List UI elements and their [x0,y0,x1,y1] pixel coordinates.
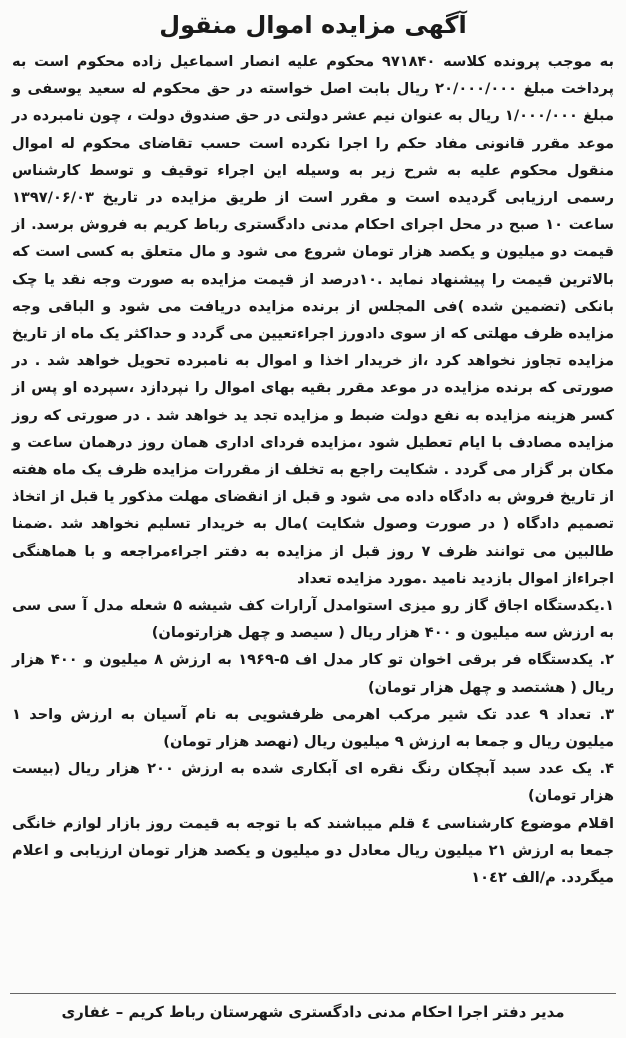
auction-item: ۴. یک عدد سبد آبچکان رنگ نقره ای آبکاری شده به ارزش ۲۰۰ هزار ریال (بیست هزار تومان) [12,760,614,805]
auction-item: ۳. تعداد ۹ عدد تک شیر مرکب اهرمی ظرفشویی به نام آسیان به ارزش واحد ۱ میلیون ریال و جمعا به ارزش ۹ میلیون ریال (نهصد هزار تومان) [12,705,614,751]
notice-summary-paragraph: اقلام موضوع کارشناسی ٤ قلم میباشند که با توجه به قیمت روز بازار لوازم خانگی جمعا به ارزش ۲۱ میلیون ریال معادل دو میلیون و یکصد هزار تومان ارزیابی و اعلام میگردد. م/الف ۱۰٤۲ [12,814,614,887]
auction-items-list [12,592,614,810]
notice-title: آگهی مزایده اموال منقول [159,11,467,39]
auction-item: ۲. یکدستگاه فر برقی اخوان تو کار مدل اف ۵-۱۹۶۹ به ارزش ۸ میلیون و ۴۰۰ هزار ریال ( هشتصد و چهل هزار تومان) [12,651,615,696]
auction-item: ۱.یکدستگاه اجاق گاز رو میزی استوامدل آرارات کف شیشه ۵ شعله مدل آ سی سی به ارزش سه میلیون و ۴۰۰ هزار ریال ( سیصد و چهل هزارتومان) [12,597,614,642]
notice-body [12,48,614,891]
signature-divider [10,993,616,994]
notice-signature: مدیر دفتر اجرا احکام مدنی دادگستری شهرستان رباط کریم – غفاری [61,1003,565,1021]
notice-intro-paragraph: به موجب پرونده کلاسه ۹۷۱۸۴۰ محکوم علیه انصار اسماعیل زاده محکوم است به پرداخت مبلغ ۲۰/۰۰۰/۰۰۰ ریال بابت اصل خواسته در حق محکوم له سعید یوسفی و مبلغ ۱/۰۰۰/۰۰۰ ریال به عنوان نیم عشر دولتی در حق صندوق دولت ، چون نامبرده در موعد مقرر قانونی مفاد حکم را اجرا نکرده است حسب تقاضای محکوم له اموال منقول محکوم علیه به شرح زیر به وسیله این اجراء توقیف و توسط کارشناس رسمی ارزیابی گردیده است و مقرر است از طریق مزایده در تاریخ ۱۳۹۷/۰۶/۰۳ ساعت ۱۰ صبح در محل اجرای احکام مدنی دادگستری رباط کریم به فروش برسد. از قیمت دو میلیون و یکصد هزار تومان شروع می شود و مال متعلق به کسی است که بالاترین قیمت را پیشنهاد نماید .۱۰درصد از قیمت مزایده به صورت وجه نقد یا چک بانکی (تضمین شده )فی المجلس از برنده مزایده دریافت می شود و الباقی وجه مزایده ظرف مهلتی که از سوی دادورز اجراءتعیین می گردد و حداکثر یک ماه از تاریخ مزایده تجاوز نخواهد کرد ،از خریدار اخذا و اموال به نامبرده تحویل خواهد شد . در صورتی که برنده مزایده در موعد مقرر بقیه بهای اموال را نپردازد ،سپرده او پس از کسر هزینه مزایده به نفع دولت ضبط و مزایده تجد ید خواهد شد . در صورتی که روز مزایده مصادف با ایام تعطیل شود ،مزایده فردای اداری همان روز درهمان ساعت و مکان بر گزار می گردد . شکایت راجع به تخلف از مقررات مزایده ظرف یک ماه هفته از تاریخ فروش به دادگاه داده می شود و قبل از انقضای مهلت مذکور یا قبل از اتخاذ تصمیم دادگاه ( در صورت وصول شکایت )مال به خریدار تسلیم نخواهد شد .ضمنا طالبین می توانند ظرف ۷ روز قبل از مزایده به دفتر اجراءمراجعه و با هماهنگی اجراءاز اموال بازدید نامید .مورد مزایده تعداد [12,53,615,587]
